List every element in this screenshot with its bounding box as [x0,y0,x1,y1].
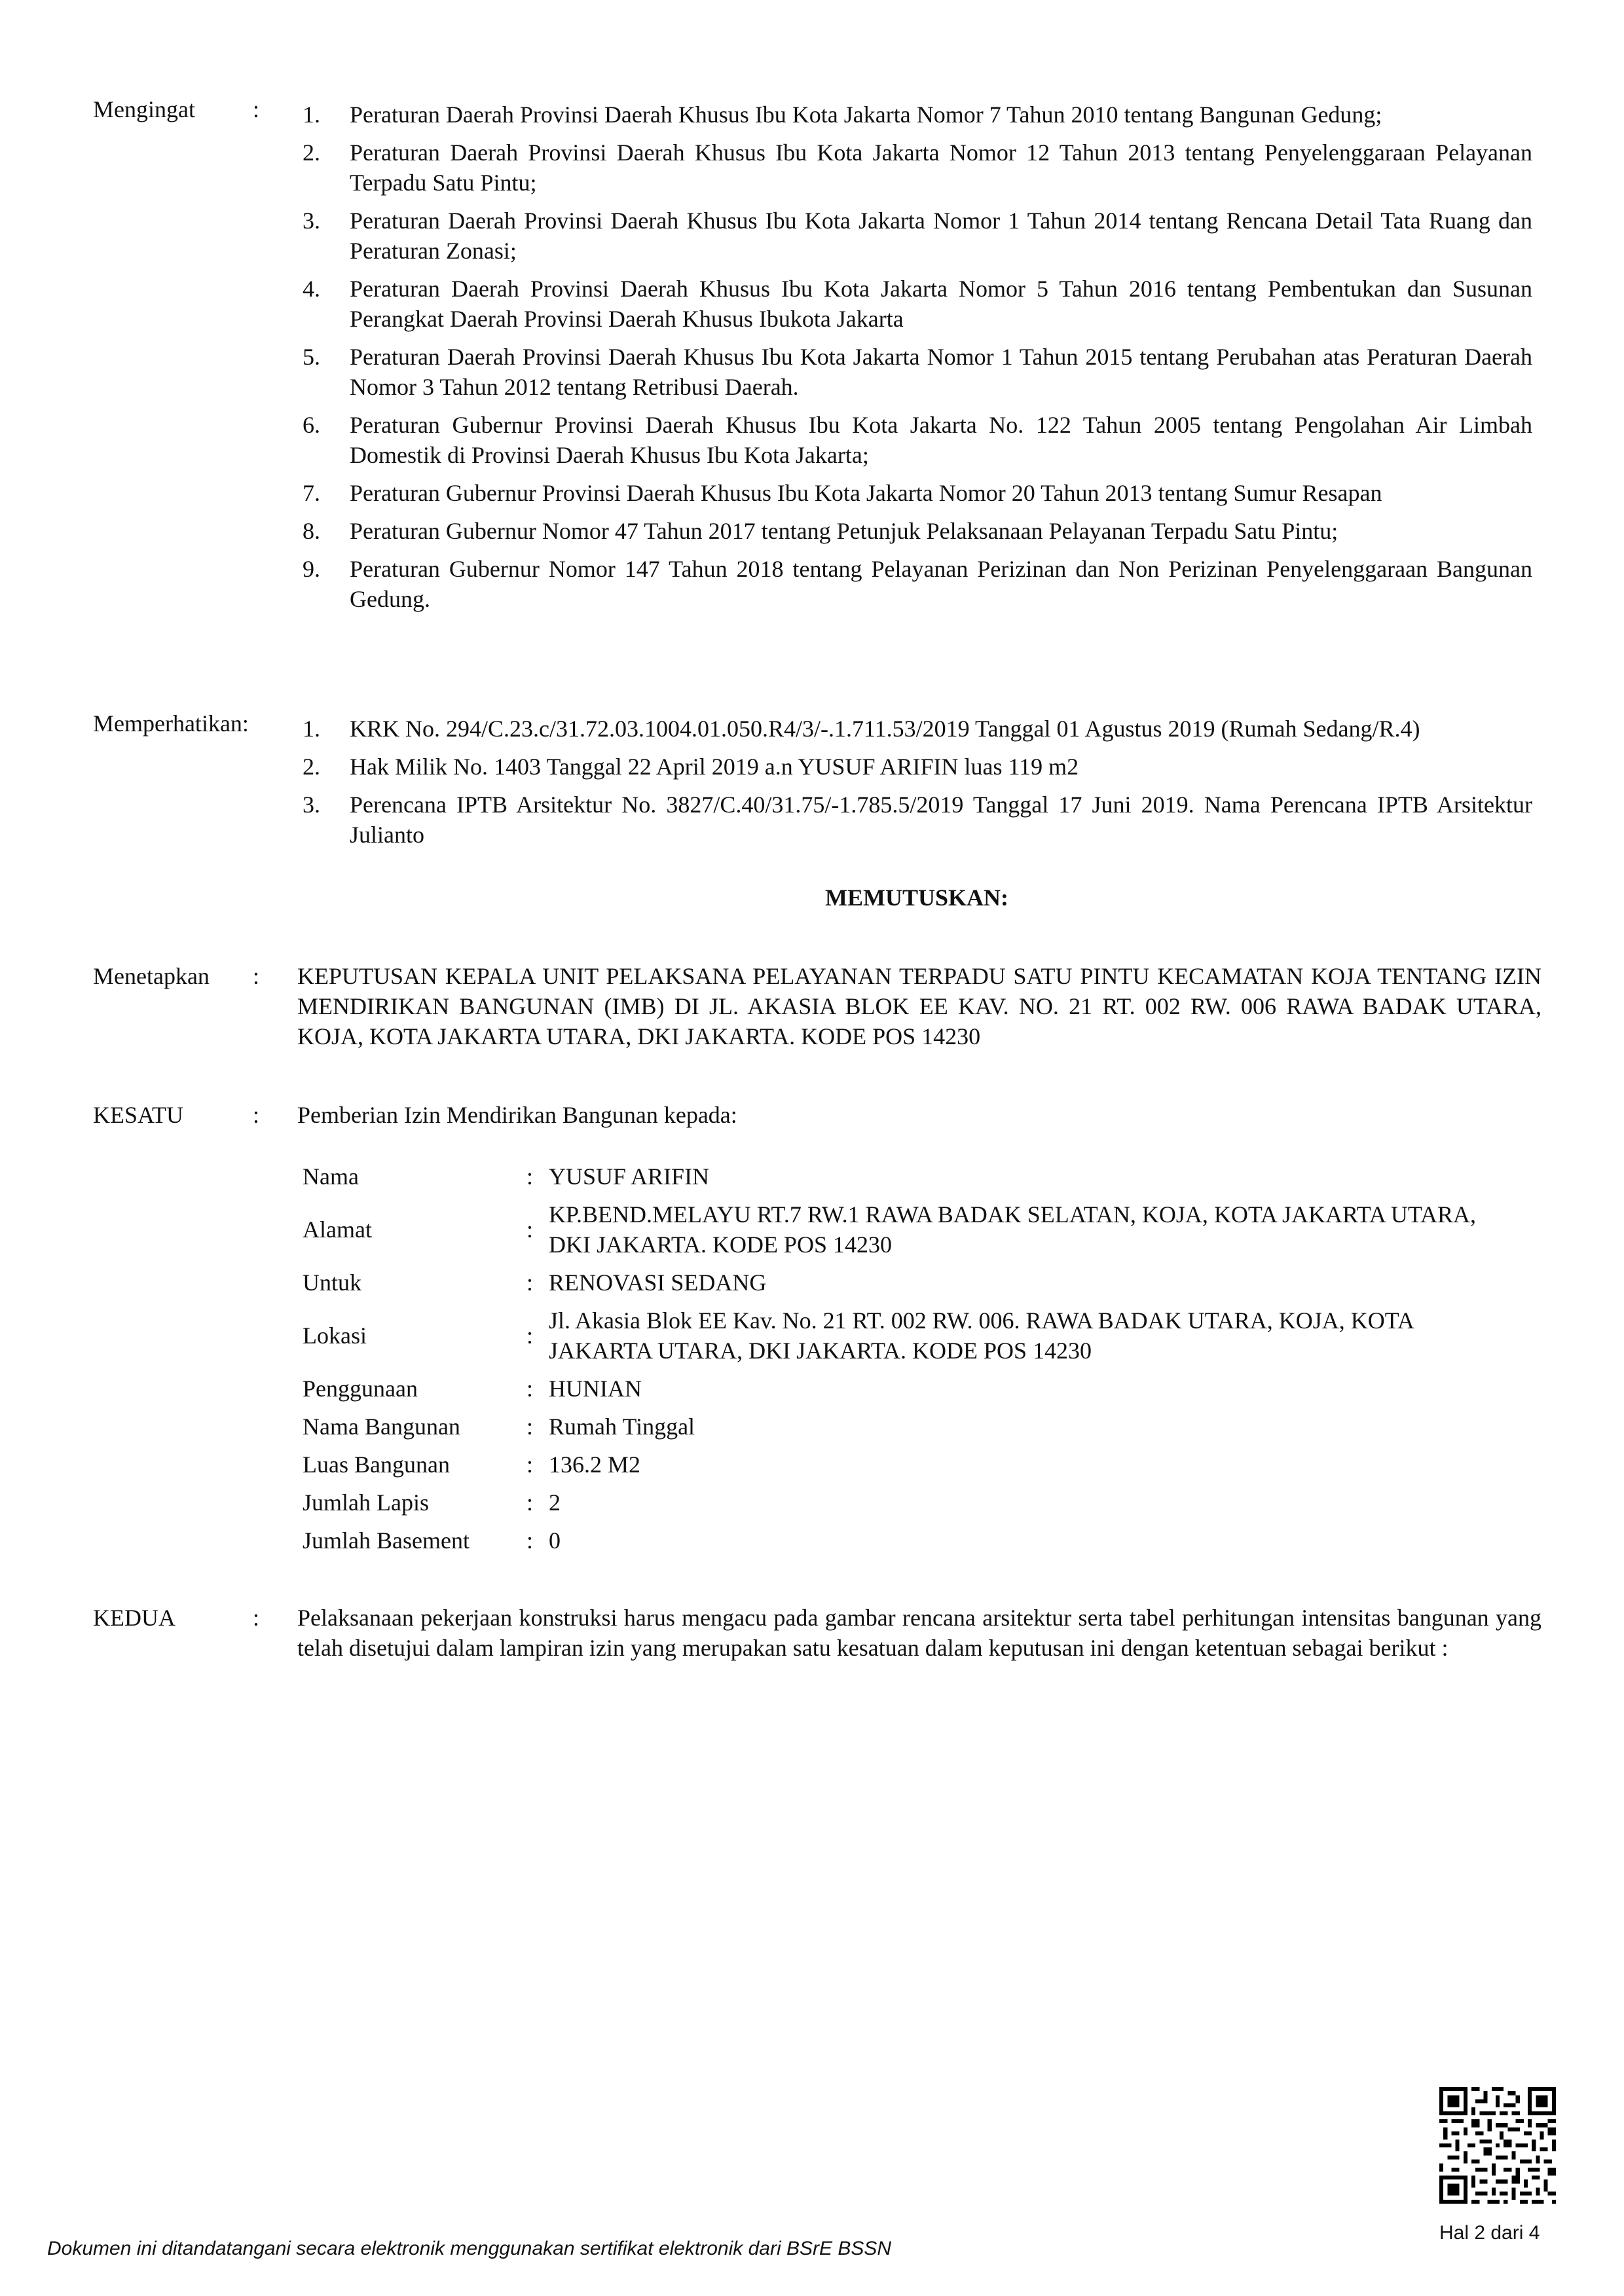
kedua-colon: : [253,1605,260,1631]
mengingat-list [303,100,1532,622]
detail-separator: : [526,1376,534,1402]
detail-key: Jumlah Lapis [303,1489,429,1516]
item-text: Perencana IPTB Arsitektur No. 3827/C.40/31.75/-1.785.5/2019 Tanggal 17 Juni 2019. Nama Perencana IPTB Arsitektur Julianto [350,792,1532,848]
list-item [303,554,1532,614]
detail-separator: : [526,1413,534,1440]
detail-separator: : [526,1216,534,1243]
item-text: Peraturan Gubernur Nomor 147 Tahun 2018 tentang Pelayanan Perizinan dan Non Perizinan Penyelenggaraan Bangunan Gedung. [350,556,1532,612]
table-row [303,1408,1498,1446]
mengingat-label: Mengingat [93,96,195,122]
detail-value: YUSUF ARIFIN [549,1163,710,1190]
table-row [303,1484,1498,1522]
table-row [303,1446,1498,1484]
menetapkan-label: Menetapkan [93,963,210,989]
detail-separator: : [526,1269,534,1296]
detail-separator: : [526,1163,534,1190]
item-number: 3. [303,792,320,818]
detail-value: KP.BEND.MELAYU RT.7 RW.1 RAWA BADAK SELATAN, KOJA, KOTA JAKARTA UTARA, DKI JAKARTA. KODE POS 14230 [549,1201,1477,1258]
e-signature-note: Dokumen ini ditandatangani secara elektronik menggunakan sertifikat elektronik dari BSrE BSSN [47,2238,892,2259]
item-number: 1. [303,716,320,742]
item-text: Peraturan Daerah Provinsi Daerah Khusus Ibu Kota Jakarta Nomor 5 Tahun 2016 tentang Pembentukan dan Susunan Perangkat Daerah Provinsi Daerah Khusus Ibukota Jakarta [350,276,1532,332]
list-item [303,410,1532,470]
menetapkan-colon: : [253,963,260,989]
memperhatikan-label: Memperhatikan: [93,710,249,737]
item-text: Peraturan Gubernur Provinsi Daerah Khusus Ibu Kota Jakarta Nomor 20 Tahun 2013 tentang Sumur Resapan [350,480,1382,506]
item-text: KRK No. 294/C.23.c/31.72.03.1004.01.050.R4/3/-.1.711.53/2019 Tanggal 01 Agustus 2019 (Rumah Sedang/R.4) [350,716,1420,742]
table-row [303,1195,1498,1264]
detail-key: Untuk [303,1269,361,1296]
item-text: Peraturan Gubernur Provinsi Daerah Khusus Ibu Kota Jakarta No. 122 Tahun 2005 tentang Pengolahan Air Limbah Domestik di Provinsi Daerah Khusus Ibu Kota Jakarta; [350,412,1532,468]
item-number: 7. [303,480,320,506]
detail-value: HUNIAN [549,1376,642,1402]
detail-key: Penggunaan [303,1376,418,1402]
item-number: 3. [303,208,320,234]
detail-value: 0 [549,1527,561,1554]
detail-value: Rumah Tinggal [549,1413,695,1440]
detail-key: Nama Bangunan [303,1413,460,1440]
item-number: 2. [303,139,320,166]
item-text: Peraturan Daerah Provinsi Daerah Khusus Ibu Kota Jakarta Nomor 7 Tahun 2010 tentang Bangunan Gedung; [350,101,1382,128]
menetapkan-text: KEPUTUSAN KEPALA UNIT PELAKSANA PELAYANAN TERPADU SATU PINTU KECAMATAN KOJA TENTANG IZIN MENDIRIKAN BANGUNAN (IMB) DI JL. AKASIA BLOK EE KAV. NO. 21 RT. 002 RW. 006 RAWA BADAK UTARA, KOJA, KOTA JAKARTA UTARA, DKI JAKARTA. KODE POS 14230 [297,963,1541,1049]
list-item [303,206,1532,266]
qr-code-icon [1439,2087,1556,2204]
detail-key: Lokasi [303,1322,367,1349]
list-item [303,342,1532,402]
detail-separator: : [526,1451,534,1478]
detail-value: 2 [549,1489,561,1516]
item-number: 1. [303,101,320,128]
kesatu-label: KESATU [93,1102,184,1128]
page-number: Hal 2 dari 4 [1439,2222,1540,2244]
detail-key: Luas Bangunan [303,1451,450,1478]
memperhatikan-list [303,714,1532,858]
detail-key: Alamat [303,1216,372,1243]
list-item [303,752,1532,782]
list-item [303,274,1532,334]
list-item [303,137,1532,198]
item-text: Hak Milik No. 1403 Tanggal 22 April 2019 a.n YUSUF ARIFIN luas 119 m2 [350,754,1079,780]
detail-separator: : [526,1527,534,1554]
item-number: 9. [303,556,320,582]
kedua-text: Pelaksanaan pekerjaan konstruksi harus mengacu pada gambar rencana arsitektur serta tabel perhitungan intensitas bangunan yang telah disetujui dalam lampiran izin yang merupakan satu kesatuan dalam keputusan ini dengan ketentuan sebagai berikut : [297,1605,1541,1661]
item-number: 8. [303,518,320,544]
list-item [303,714,1532,744]
detail-key: Nama [303,1163,359,1190]
table-row [303,1302,1498,1370]
kedua-label: KEDUA [93,1605,175,1631]
mengingat-colon: : [253,96,260,122]
table-row [303,1264,1498,1302]
item-text: Peraturan Gubernur Nomor 47 Tahun 2017 tentang Petunjuk Pelaksanaan Pelayanan Terpadu Satu Pintu; [350,518,1338,544]
detail-separator: : [526,1322,534,1349]
kesatu-colon: : [253,1102,260,1128]
item-text: Peraturan Daerah Provinsi Daerah Khusus Ibu Kota Jakarta Nomor 1 Tahun 2014 tentang Rencana Detail Tata Ruang dan Peraturan Zonasi; [350,208,1532,264]
detail-value: Jl. Akasia Blok EE Kav. No. 21 RT. 002 RW. 006. RAWA BADAK UTARA, KOJA, KOTA JAKARTA UTARA, DKI JAKARTA. KODE POS 14230 [549,1307,1413,1364]
table-row [303,1370,1498,1408]
detail-key: Jumlah Basement [303,1527,470,1554]
item-text: Peraturan Daerah Provinsi Daerah Khusus Ibu Kota Jakarta Nomor 12 Tahun 2013 tentang Penyelenggaraan Pelayanan Terpadu Satu Pintu; [350,139,1532,196]
table-row [303,1157,1498,1195]
building-permit-details [303,1157,1498,1559]
item-number: 2. [303,754,320,780]
list-item [303,100,1532,130]
detail-separator: : [526,1489,534,1516]
kesatu-text: Pemberian Izin Mendirikan Bangunan kepada: [297,1102,737,1128]
item-number: 4. [303,276,320,302]
item-number: 6. [303,412,320,438]
detail-value: 136.2 M2 [549,1451,641,1478]
list-item [303,516,1532,546]
list-item [303,790,1532,850]
item-number: 5. [303,344,320,370]
item-text: Peraturan Daerah Provinsi Daerah Khusus Ibu Kota Jakarta Nomor 1 Tahun 2015 tentang Perubahan atas Peraturan Daerah Nomor 3 Tahun 2012 tentang Retribusi Daerah. [350,344,1532,400]
table-row [303,1522,1498,1559]
detail-value: RENOVASI SEDANG [549,1269,767,1296]
memutuskan-heading: MEMUTUSKAN: [825,884,1008,911]
list-item [303,478,1532,508]
